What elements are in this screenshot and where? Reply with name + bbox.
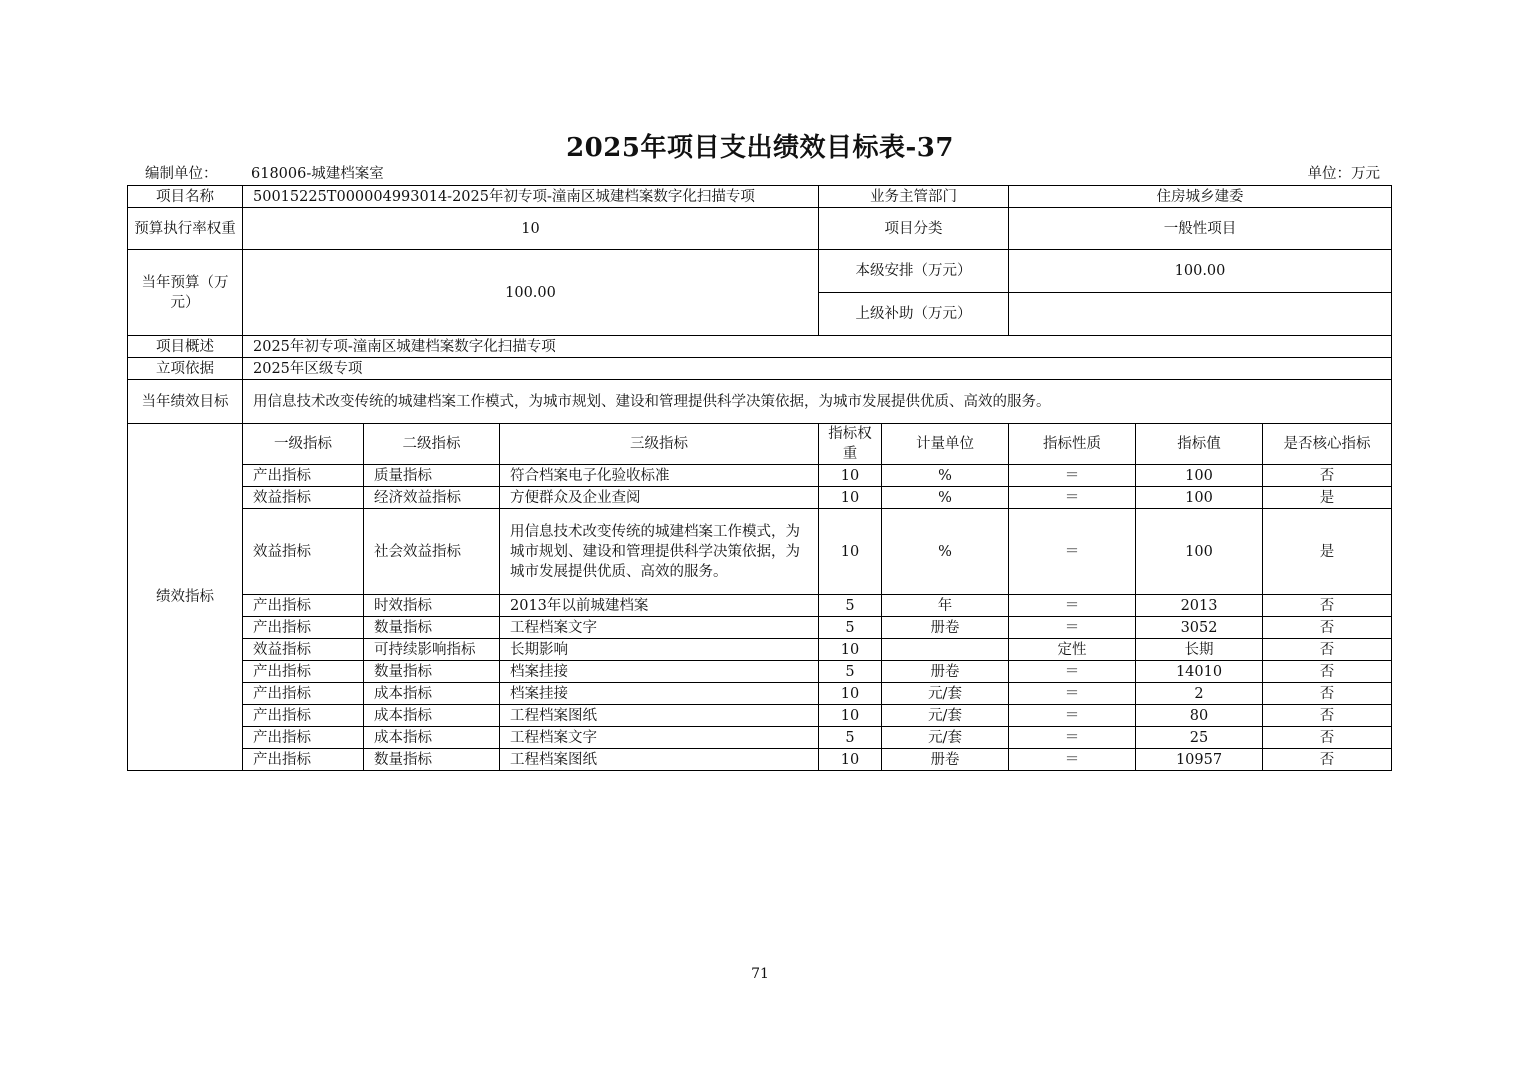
level2-cell: 数量指标 [364,749,500,771]
table-row [128,639,1392,661]
row-overview [128,336,1392,358]
perf-header-row [128,424,1392,465]
level1-cell: 效益指标 [243,509,364,595]
level3-cell: 用信息技术改变传统的城建档案工作模式，为城市规划、建设和管理提供科学决策依据，为城市发展提供优质、高效的服务。 [500,509,819,595]
weight-cell: 10 [819,509,882,595]
table-row [128,749,1392,771]
budget-label: 当年预算（万元） [128,250,243,336]
level2-cell: 成本指标 [364,705,500,727]
page-title: 2025年项目支出绩效目标表-37 [566,133,954,163]
unit-cell: 册卷 [882,617,1009,639]
level1-cell: 效益指标 [243,487,364,509]
core-cell: 否 [1263,639,1392,661]
category-label: 项目分类 [819,208,1009,250]
core-cell: 否 [1263,617,1392,639]
level1-cell: 产出指标 [243,705,364,727]
nature-cell: ＝ [1009,595,1136,617]
target-cell: 100 [1136,465,1263,487]
nature-cell: ＝ [1009,661,1136,683]
level1-cell: 产出指标 [243,595,364,617]
level1-cell: 产出指标 [243,465,364,487]
performance-table [127,185,1392,771]
upper-label: 上级补助（万元） [819,293,1009,336]
unit-cell: 元/套 [882,683,1009,705]
header-nature: 指标性质 [1009,424,1136,465]
level1-cell: 效益指标 [243,639,364,661]
header-meta [127,163,1390,185]
target-cell: 25 [1136,727,1263,749]
nature-cell: ＝ [1009,465,1136,487]
core-cell: 是 [1263,509,1392,595]
unit-cell: % [882,487,1009,509]
unit-cell: 元/套 [882,727,1009,749]
level1-cell: 产出指标 [243,683,364,705]
weight-value: 10 [243,208,819,250]
core-cell: 否 [1263,465,1392,487]
level3-cell: 符合档案电子化验收标准 [500,465,819,487]
goal-value: 用信息技术改变传统的城建档案工作模式，为城市规划、建设和管理提供科学决策依据，为城市发展提供优质、高效的服务。 [243,380,1392,424]
weight-cell: 10 [819,705,882,727]
unit-cell: 年 [882,595,1009,617]
level1-cell: 产出指标 [243,727,364,749]
category-value: 一般性项目 [1009,208,1392,250]
overview-value: 2025年初专项-潼南区城建档案数字化扫描专项 [243,336,1392,358]
header-weight: 指标权重 [819,424,882,465]
dept-value: 住房城乡建委 [1009,186,1392,208]
unit-cell: 元/套 [882,705,1009,727]
core-cell: 否 [1263,661,1392,683]
target-cell: 2 [1136,683,1263,705]
weight-cell: 5 [819,595,882,617]
basis-value: 2025年区级专项 [243,358,1392,380]
row-weight [128,208,1392,250]
weight-cell: 5 [819,661,882,683]
row-goal [128,380,1392,424]
target-cell: 长期 [1136,639,1263,661]
header-level1: 一级指标 [243,424,364,465]
weight-cell: 10 [819,683,882,705]
nature-cell: ＝ [1009,705,1136,727]
row-project-name [128,186,1392,208]
nature-cell: ＝ [1009,727,1136,749]
level3-cell: 档案挂接 [500,661,819,683]
core-cell: 是 [1263,487,1392,509]
level2-cell: 可持续影响指标 [364,639,500,661]
header-level3: 三级指标 [500,424,819,465]
table-row [128,465,1392,487]
level3-cell: 档案挂接 [500,683,819,705]
table-row [128,683,1392,705]
perf-section-label: 绩效指标 [128,424,243,771]
level2-cell: 成本指标 [364,683,500,705]
target-cell: 80 [1136,705,1263,727]
target-cell: 100 [1136,487,1263,509]
upper-value [1009,293,1392,336]
basis-label: 立项依据 [128,358,243,380]
level2-cell: 成本指标 [364,727,500,749]
project-name-label: 项目名称 [128,186,243,208]
weight-cell: 10 [819,465,882,487]
level2-cell: 时效指标 [364,595,500,617]
core-cell: 否 [1263,683,1392,705]
overview-label: 项目概述 [128,336,243,358]
level1-cell: 产出指标 [243,749,364,771]
target-cell: 100 [1136,509,1263,595]
weight-cell: 10 [819,487,882,509]
header-level2: 二级指标 [364,424,500,465]
level2-cell: 数量指标 [364,617,500,639]
nature-cell: ＝ [1009,683,1136,705]
header-core: 是否核心指标 [1263,424,1392,465]
weight-cell: 10 [819,639,882,661]
level2-cell: 经济效益指标 [364,487,500,509]
weight-label: 预算执行率权重 [128,208,243,250]
nature-cell: ＝ [1009,617,1136,639]
level3-cell: 长期影响 [500,639,819,661]
unit-cell: 册卷 [882,749,1009,771]
target-cell: 10957 [1136,749,1263,771]
unit-cell: 册卷 [882,661,1009,683]
level3-cell: 工程档案图纸 [500,749,819,771]
level2-cell: 数量指标 [364,661,500,683]
table-row [128,595,1392,617]
level3-cell: 工程档案图纸 [500,705,819,727]
target-cell: 14010 [1136,661,1263,683]
table-row [128,705,1392,727]
header-target: 指标值 [1136,424,1263,465]
unit-value: 618006-城建档案室 [251,166,384,182]
level3-cell: 工程档案文字 [500,617,819,639]
header-unit: 计量单位 [882,424,1009,465]
nature-cell: ＝ [1009,487,1136,509]
table-row [128,509,1392,595]
budget-value: 100.00 [243,250,819,336]
core-cell: 否 [1263,727,1392,749]
nature-cell: ＝ [1009,749,1136,771]
nature-cell: ＝ [1009,509,1136,595]
table-row [128,487,1392,509]
unit-label: 编制单位： [145,166,218,182]
table-row [128,727,1392,749]
unit-cell: % [882,465,1009,487]
core-cell: 否 [1263,595,1392,617]
table-row [128,661,1392,683]
core-cell: 否 [1263,705,1392,727]
level2-cell: 质量指标 [364,465,500,487]
level1-cell: 产出指标 [243,661,364,683]
goal-label: 当年绩效目标 [128,380,243,424]
local-value: 100.00 [1009,250,1392,293]
nature-cell: 定性 [1009,639,1136,661]
row-basis [128,358,1392,380]
core-cell: 否 [1263,749,1392,771]
row-budget-local [128,250,1392,293]
target-cell: 3052 [1136,617,1263,639]
target-cell: 2013 [1136,595,1263,617]
currency-label: 单位：万元 [1307,166,1380,182]
level3-cell: 方便群众及企业查阅 [500,487,819,509]
dept-label: 业务主管部门 [819,186,1009,208]
level3-cell: 2013年以前城建档案 [500,595,819,617]
project-name-value: 50015225T000004993014-2025年初专项-潼南区城建档案数字化扫描专项 [243,186,819,208]
local-label: 本级安排（万元） [819,250,1009,293]
weight-cell: 5 [819,617,882,639]
table-row [128,617,1392,639]
level1-cell: 产出指标 [243,617,364,639]
level3-cell: 工程档案文字 [500,727,819,749]
level2-cell: 社会效益指标 [364,509,500,595]
weight-cell: 5 [819,727,882,749]
weight-cell: 10 [819,749,882,771]
unit-cell: % [882,509,1009,595]
unit-cell [882,639,1009,661]
page-number: 71 [751,966,769,982]
